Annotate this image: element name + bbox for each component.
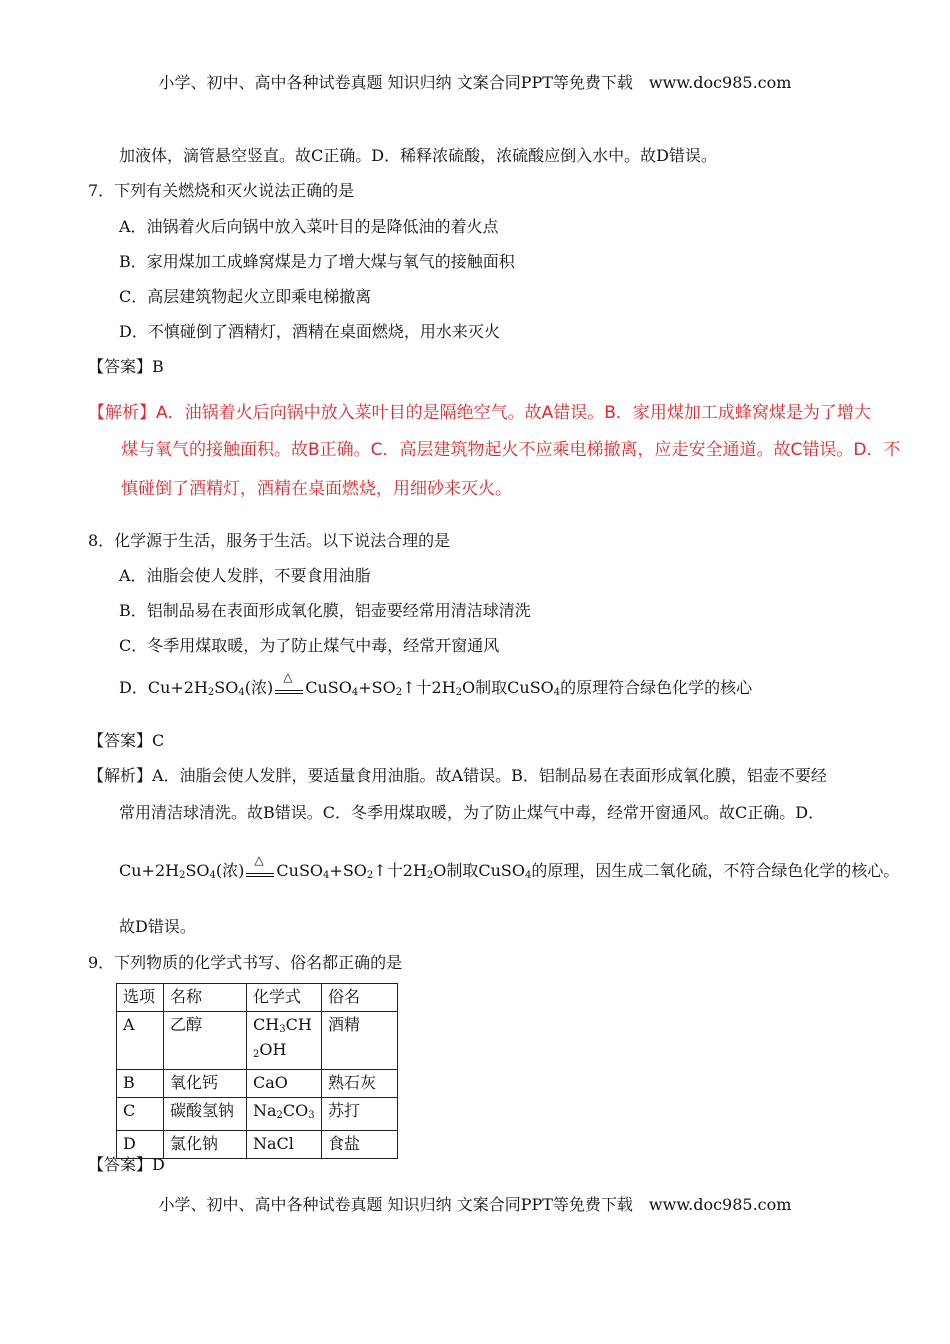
table-cell-name: 氧化钙 bbox=[164, 1070, 247, 1098]
table-cell-name: 乙醇 bbox=[164, 1012, 247, 1070]
q8-stem: 8．化学源于生活，服务于生活。以下说法合理的是 bbox=[88, 531, 451, 550]
q8-answer: 【答案】C bbox=[88, 731, 165, 750]
q9-stem: 9．下列物质的化学式书写、俗名都正确的是 bbox=[88, 953, 403, 972]
q9-options-table bbox=[116, 983, 398, 1159]
table-cell-alias: 熟石灰 bbox=[322, 1070, 398, 1098]
q8-analysis-equation: $Cu+2H_2SO_4$(浓) △ $CuSO_4+SO_2↑$十$2H_2O$制取CuSO$_4$的原理，因生成二氧化硫，不符合绿色化学的核心。 bbox=[119, 853, 900, 881]
q8-option-d: D．$Cu+2H_2SO_4$(浓) △ $CuSO_4+SO_2↑$十$2H_2O$制取CuSO$_4$的原理符合绿色化学的核心 bbox=[119, 670, 753, 698]
table-header-cell: 选项 bbox=[117, 984, 164, 1012]
q7-answer: 【答案】B bbox=[88, 357, 164, 376]
q7-option-b: B．家用煤加工成蜂窝煤是力了增大煤与氧气的接触面积 bbox=[119, 252, 515, 271]
q7-option-a: A．油锅着火后向锅中放入菜叶目的是降低油的着火点 bbox=[119, 217, 499, 236]
q9-answer: 【答案】D bbox=[88, 1155, 165, 1174]
table-cell-formula: CaO bbox=[247, 1070, 322, 1098]
heating-equals-sign bbox=[245, 853, 275, 880]
table-cell-option: A bbox=[117, 1012, 164, 1070]
table-cell-name: 氯化钠 bbox=[164, 1131, 247, 1159]
heat-triangle-icon: △ bbox=[254, 853, 264, 867]
table-header-row bbox=[117, 984, 398, 1012]
table-cell-formula: $CH_3CH_2OH$ bbox=[247, 1012, 322, 1070]
table-cell-option: D bbox=[117, 1131, 164, 1159]
q7-option-c: C．高层建筑物起火立即乘电梯撤离 bbox=[119, 287, 372, 306]
q7-option-d: D．不慎碰倒了酒精灯，酒精在桌面燃烧，用水来灭火 bbox=[119, 322, 500, 341]
table-cell-alias: 食盐 bbox=[322, 1131, 398, 1159]
q8-analysis-line-1: 【解析】A．油脂会使人发胖，要适量食用油脂。故A错误。B．铝制品易在表面形成氧化膜，铝壶不要经 bbox=[88, 766, 827, 785]
q8-analysis-end: 故D错误。 bbox=[119, 917, 196, 936]
table-header-cell: 化学式 bbox=[247, 984, 322, 1012]
table-row bbox=[117, 1098, 398, 1131]
heating-equals-sign bbox=[274, 670, 304, 697]
table-cell-alias: 酒精 bbox=[322, 1012, 398, 1070]
q8-option-b: B．铝制品易在表面形成氧化膜，铝壶要经常用清洁球清洗 bbox=[119, 601, 531, 620]
q7-analysis-line-1: 【解析】A．油锅着火后向锅中放入菜叶目的是隔绝空气。故A错误。B．家用煤加工成蜂窝煤是为了增大 bbox=[88, 403, 871, 423]
table-row bbox=[117, 1012, 398, 1070]
q7-stem: 7．下列有关燃烧和灭火说法正确的是 bbox=[88, 181, 355, 200]
page-header: 小学、初中、高中各种试卷真题 知识归纳 文案合同PPT等免费下载 www.doc985.com bbox=[158, 73, 792, 92]
q8-option-a: A．油脂会使人发胖，不要食用油脂 bbox=[119, 566, 371, 585]
table-header-cell: 俗名 bbox=[322, 984, 398, 1012]
table-row bbox=[117, 1070, 398, 1098]
table-header-cell: 名称 bbox=[164, 984, 247, 1012]
table-cell-formula: NaCl bbox=[247, 1131, 322, 1159]
q7-analysis-line-2: 煤与氧气的接触面积。故B正确。C．高层建筑物起火不应乘电梯撤离，应走安全通道。故C错误。D．不 bbox=[121, 440, 901, 460]
q8-option-c: C．冬季用煤取暖，为了防止煤气中毒，经常开窗通风 bbox=[119, 636, 500, 655]
table-cell-alias: 苏打 bbox=[322, 1098, 398, 1131]
table-cell-formula: $Na_2CO_3$ bbox=[247, 1098, 322, 1131]
table-cell-option: C bbox=[117, 1098, 164, 1131]
heat-triangle-icon: △ bbox=[283, 670, 293, 684]
previous-analysis-continuation: 加液体，滴管悬空竖直。故C正确。D．稀释浓硫酸，浓硫酸应倒入水中。故D错误。 bbox=[119, 146, 717, 165]
q8-analysis-line-2: 常用清洁球清洗。故B错误。C．冬季用煤取暖，为了防止煤气中毒，经常开窗通风。故C正确。D． bbox=[119, 803, 825, 822]
q7-analysis-line-3: 慎碰倒了酒精灯，酒精在桌面燃烧，用细砂来灭火。 bbox=[121, 479, 512, 499]
table-cell-option: B bbox=[117, 1070, 164, 1098]
table-cell-name: 碳酸氢钠 bbox=[164, 1098, 247, 1131]
page-footer: 小学、初中、高中各种试卷真题 知识归纳 文案合同PPT等免费下载 www.doc985.com bbox=[158, 1195, 792, 1214]
